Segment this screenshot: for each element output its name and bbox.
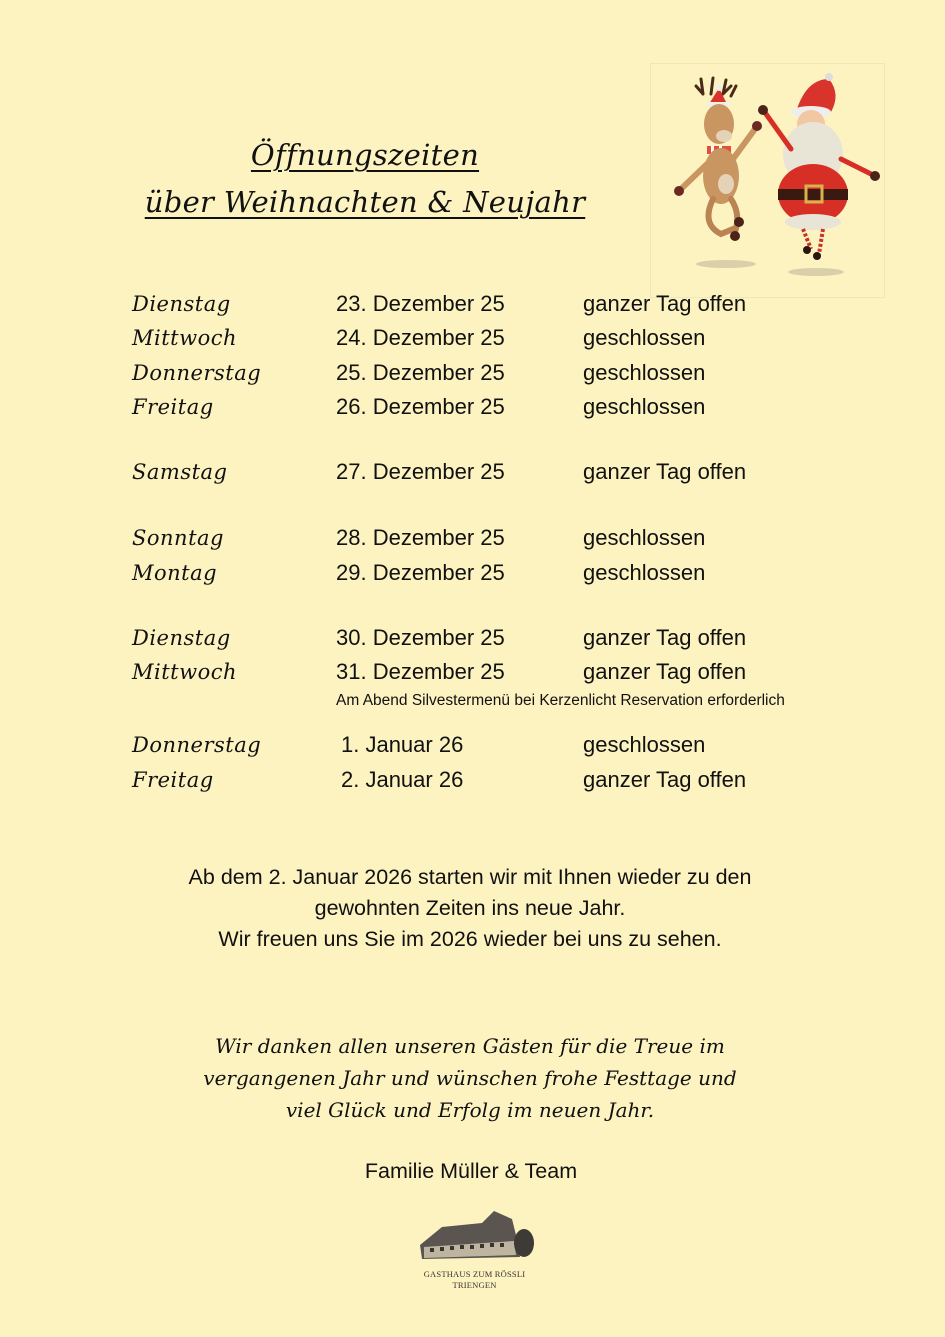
resume-paragraph	[0, 862, 940, 955]
date-label: 24. Dezember 25	[336, 325, 505, 350]
date-label: 28. Dezember 25	[336, 525, 505, 550]
day-label: Freitag	[132, 395, 214, 419]
day-label: Donnerstag	[132, 733, 262, 757]
schedule-row	[0, 393, 945, 423]
schedule-row	[0, 458, 945, 488]
status-label: geschlossen	[583, 360, 706, 385]
santa-claus-icon	[758, 73, 880, 276]
day-label: Freitag	[132, 768, 214, 792]
date-label: 1. Januar 26	[341, 732, 464, 757]
status-label: geschlossen	[583, 560, 706, 585]
date-label: 27. Dezember 25	[336, 459, 505, 484]
status-label: geschlossen	[583, 525, 706, 550]
title-line-2: über Weihnachten & Neujahr	[144, 185, 586, 219]
logo-location: TRIENGEN	[452, 1280, 497, 1290]
day-label: Samstag	[132, 460, 228, 484]
day-label: Sonntag	[132, 526, 224, 550]
date-label: 31. Dezember 25	[336, 659, 505, 684]
day-label: Mittwoch	[132, 326, 238, 350]
status-label: ganzer Tag offen	[583, 767, 747, 792]
silvester-note: Am Abend Silvestermenü bei Kerzenlicht Reservation erforderlich	[336, 692, 785, 709]
date-label: 30. Dezember 25	[336, 625, 505, 650]
day-label: Mittwoch	[132, 660, 238, 684]
schedule-row	[0, 290, 945, 320]
schedule-row	[0, 559, 945, 589]
status-label: ganzer Tag offen	[583, 659, 747, 684]
schedule-row	[0, 658, 945, 688]
schedule-row	[0, 324, 945, 354]
signature: Familie Müller & Team	[364, 1159, 578, 1183]
date-label: 25. Dezember 25	[336, 360, 505, 385]
date-label: 2. Januar 26	[341, 767, 464, 792]
gasthaus-logo	[412, 1205, 537, 1297]
thanks-line: vergangenen Jahr und wünschen frohe Festtage und	[203, 1066, 737, 1090]
christmas-illustration	[650, 63, 885, 298]
status-label: ganzer Tag offen	[583, 291, 747, 316]
day-label: Dienstag	[132, 626, 231, 650]
schedule-row	[0, 766, 945, 796]
resume-line: Ab dem 2. Januar 2026 starten wir mit Ihnen wieder zu den	[188, 865, 752, 889]
page-title	[120, 132, 610, 226]
day-label: Dienstag	[132, 292, 231, 316]
status-label: ganzer Tag offen	[583, 459, 747, 484]
resume-line: Wir freuen uns Sie im 2026 wieder bei uns zu sehen.	[218, 927, 722, 951]
thanks-line: viel Glück und Erfolg im neuen Jahr.	[285, 1098, 655, 1122]
schedule-row	[0, 624, 945, 654]
day-label: Montag	[132, 561, 218, 585]
schedule-row	[0, 731, 945, 761]
thanks-line: Wir danken allen unseren Gästen für die Treue im	[215, 1034, 725, 1058]
logo-name: GASTHAUS ZUM RÖSSLI	[423, 1269, 526, 1279]
reindeer-icon	[674, 78, 762, 268]
status-label: geschlossen	[583, 394, 706, 419]
thanks-paragraph	[0, 1030, 940, 1126]
schedule-row	[0, 524, 945, 554]
date-label: 23. Dezember 25	[336, 291, 505, 316]
date-label: 29. Dezember 25	[336, 560, 505, 585]
schedule-row	[0, 359, 945, 389]
status-label: geschlossen	[583, 325, 706, 350]
date-label: 26. Dezember 25	[336, 394, 505, 419]
building-icon	[412, 1205, 537, 1265]
day-label: Donnerstag	[132, 361, 262, 385]
status-label: geschlossen	[583, 732, 706, 757]
title-line-1: Öffnungszeiten	[250, 138, 480, 172]
resume-line: gewohnten Zeiten ins neue Jahr.	[314, 896, 626, 920]
status-label: ganzer Tag offen	[583, 625, 747, 650]
